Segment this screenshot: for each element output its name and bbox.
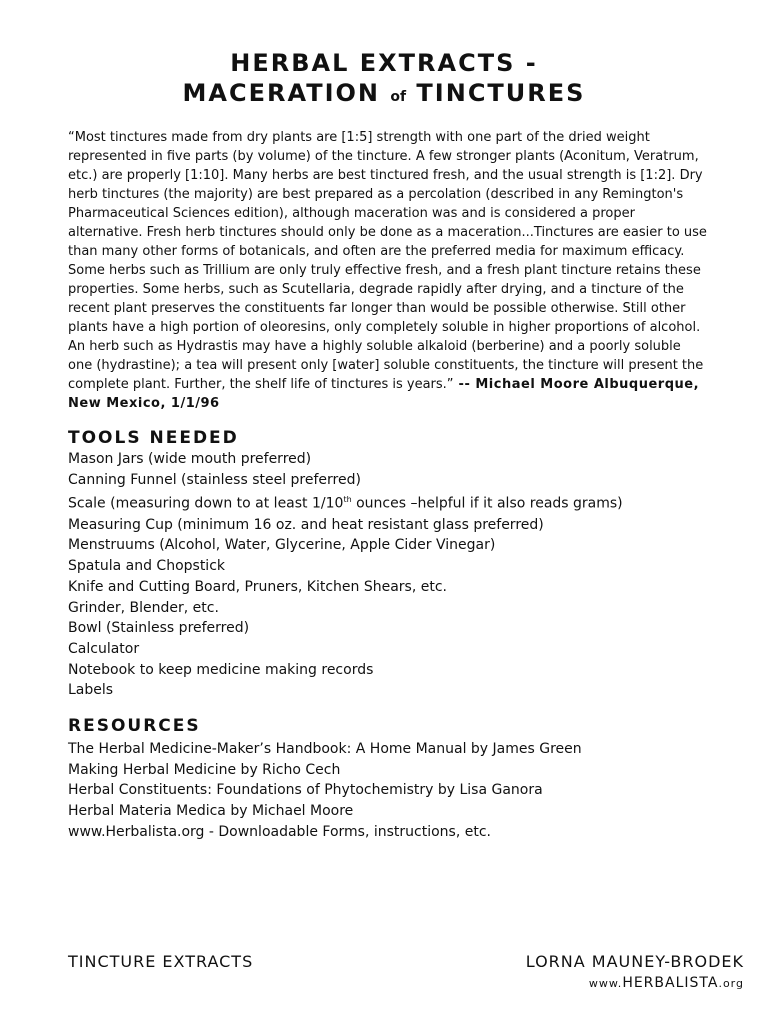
list-item: Mason Jars (wide mouth preferred)	[68, 451, 312, 467]
list-item: Scale (measuring down to at least 1/10th ounces –helpful if it also reads grams)	[68, 495, 623, 513]
list-item: Notebook to keep medicine making records	[68, 661, 374, 678]
footer-website: www.HERBALISTA.org	[588, 975, 744, 991]
list-item: Menstruums (Alcohol, Water, Glycerine, Apple Cider Vinegar)	[68, 537, 496, 554]
resources-heading: RESOURCES	[68, 716, 201, 736]
quote-attribution: -- Michael Moore Albuquerque, New Mexico, 1/1/96	[68, 377, 700, 411]
list-item: Spatula and Chopstick	[68, 558, 226, 575]
list-item: Calculator	[68, 640, 140, 657]
footer-author-block	[526, 952, 744, 991]
tools-list	[68, 449, 623, 701]
list-item: Bowl (Stainless preferred)	[68, 620, 250, 637]
page-title: HERBAL EXTRACTS -	[230, 49, 538, 77]
list-item: Herbal Constituents: Foundations of Phytochemistry by Lisa Ganora	[68, 782, 543, 799]
footer-author: LORNA MAUNEY-BRODEK	[525, 952, 744, 971]
list-item: Herbal Materia Medica by Michael Moore	[68, 803, 354, 820]
quote-paragraph	[68, 128, 708, 413]
tools-heading: TOOLS NEEDED	[68, 428, 239, 448]
list-item: www.Herbalista.org - Downloadable Forms, instructions, etc.	[68, 823, 491, 840]
list-item: Making Herbal Medicine by Richo Cech	[68, 761, 341, 778]
list-item: Grinder, Blender, etc.	[68, 599, 219, 616]
list-item: Labels	[68, 682, 114, 699]
quote-text: “Most tinctures made from dry plants are [1:5] strength with one part of the dried weight represented in five parts (by volume) of the tincture. A few stronger plants (Aconitum, Veratrum, etc.) are properly [1:10]. Many herbs are best tinctured fresh, and the usual strength is [1:2]. Dry herb tinctures (the majority) are best prepared as a percolation (described in any Remington's Pharmaceutical Sciences edition), although maceration was and is considered a proper alternative. Fresh herb tinctures should only be done as a maceration...Tinctures are easier to use than many other forms of botanicals, and often are the preferred media for maximum efficacy. Some herbs such as Trillium are only truly effective fresh, and a fresh plant tincture retains these properties. Some herbs, such as Scutellaria, degrade rapidly after drying, and a tincture of the recent plant preserves the constituents far longer than would be possible otherwise. Still other plants have a high portion of oleoresins, only completely soluble in higher proportions of alcohol. An herb such as Hydrastis may have a highly soluble alkaloid (berberine) and a poorly soluble one (hydrastine); a tea will present only [water] soluble constituents, the tincture will present the complete plant. Further, the shelf life of tinctures is years.”	[68, 130, 707, 392]
page-subtitle: MACERATION of TINCTURES	[182, 79, 586, 107]
list-item: The Herbal Medicine-Maker’s Handbook: A Home Manual by James Green	[68, 741, 582, 757]
list-item: Knife and Cutting Board, Pruners, Kitchen Shears, etc.	[68, 578, 447, 595]
resources-list	[68, 739, 582, 843]
list-item: Canning Funnel (stainless steel preferred)	[68, 471, 361, 488]
list-item: Measuring Cup (minimum 16 oz. and heat resistant glass preferred)	[68, 516, 544, 533]
footer-section-title: TINCTURE EXTRACTS	[68, 952, 254, 971]
